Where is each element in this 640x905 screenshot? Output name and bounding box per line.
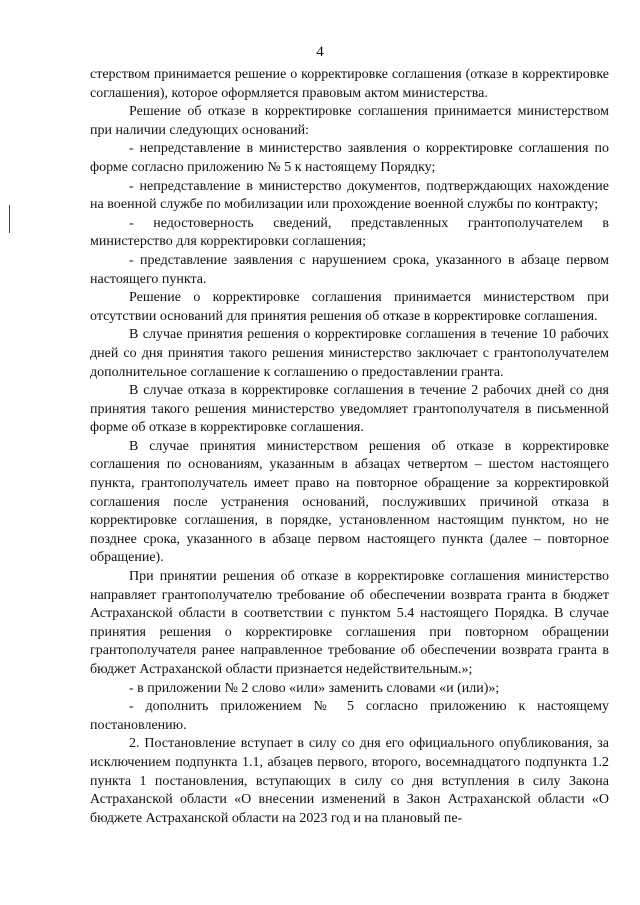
paragraph-appendix-5-add: - дополнить приложением № 5 согласно приложению к настоящему постановлению. (90, 699, 609, 733)
page-number: 4 (316, 44, 324, 60)
paragraph-repeat-request: В случае принятия министерством решения об отказе в корректировке соглашения по основаниям, указанным в абзацах четвертом – шестом настоящего пункта, грантополучатель имеет право на повторное обращение за корректировкой соглашения после устранения оснований, послуживших причиной отказа в корректировке соглашения, в порядке, установленном настоящим пунктом, но не позднее срока, указанного в абзаце первом настоящего пункта (далее – повторное обращение). (90, 438, 609, 566)
paragraph-refusal-grounds-intro: Решение об отказе в корректировке соглашения принимается министерством при наличии следующих оснований: (90, 104, 609, 138)
paragraph-ground-unreliable-data: - недостоверность сведений, представленных грантополучателем в министерство для корректировки соглашения; (90, 215, 609, 250)
paragraph-refusal-notice: В случае отказа в корректировке соглашения в течение 2 рабочих дней со дня принятия такого решения министерство уведомляет грантополучателя в письменной форме об отказе в корректировке соглашения. (90, 383, 609, 436)
document-body (90, 66, 609, 828)
paragraph-continuation: стерством принимается решение о корректировке соглашения (отказе в корректировке соглашения), которое оформляется правовым актом министерства. (90, 67, 609, 101)
paragraph-ground-no-application: - непредставление в министерство заявления о корректировке соглашения по форме согласно приложению № 5 к настоящему Порядку; (90, 141, 609, 175)
paragraph-adjustment-decision: Решение о корректировке соглашения принимается министерством при отсутствии оснований для принятия решения об отказе в корректировке соглашения. (90, 290, 609, 324)
paragraph-appendix-2-change: - в приложении № 2 слово «или» заменить словами «и (или)»; (129, 680, 500, 696)
paragraph-grant-return-demand: При принятии решения об отказе в корректировке соглашения министерство направляет грантополучателю требование об обеспечении возврата гранта в бюджет Астраханской области в соответствии с пунктом 5.4 настоящего Порядка. В случае принятия решения о корректировке соглашения при повторном обращении грантополучателя ранее направленное требование об обеспечении возврата гранта в бюджет Астраханской области признается недействительным.»; (90, 569, 609, 677)
paragraph-entry-into-force: 2. Постановление вступает в силу со дня его официального опубликования, за исключением подпункта 1.1, абзацев первого, второго, восемнадцатого подпункта 1.2 пункта 1 постановления, вступающих в силу со дня вступления в силу Закона Астраханской области «О внесении изменений в Закон Астраханской области «О бюджете Астраханской области на 2023 год и на плановый пе- (90, 736, 609, 826)
paragraph-additional-agreement: В случае принятия решения о корректировке соглашения в течение 10 рабочих дней со дня принятия такого решения министерство заключает с грантополучателем дополнительное соглашение к соглашению о предоставлении гранта. (90, 327, 609, 380)
scan-edge-mark (9, 205, 10, 233)
paragraph-ground-late-application: - представление заявления с нарушением срока, указанного в абзаце первом настоящего пункта. (90, 252, 609, 287)
paragraph-ground-no-documents: - непредставление в министерство документов, подтверждающих нахождение на военной службе по мобилизации или прохождение военной службы по контракту; (90, 178, 609, 213)
